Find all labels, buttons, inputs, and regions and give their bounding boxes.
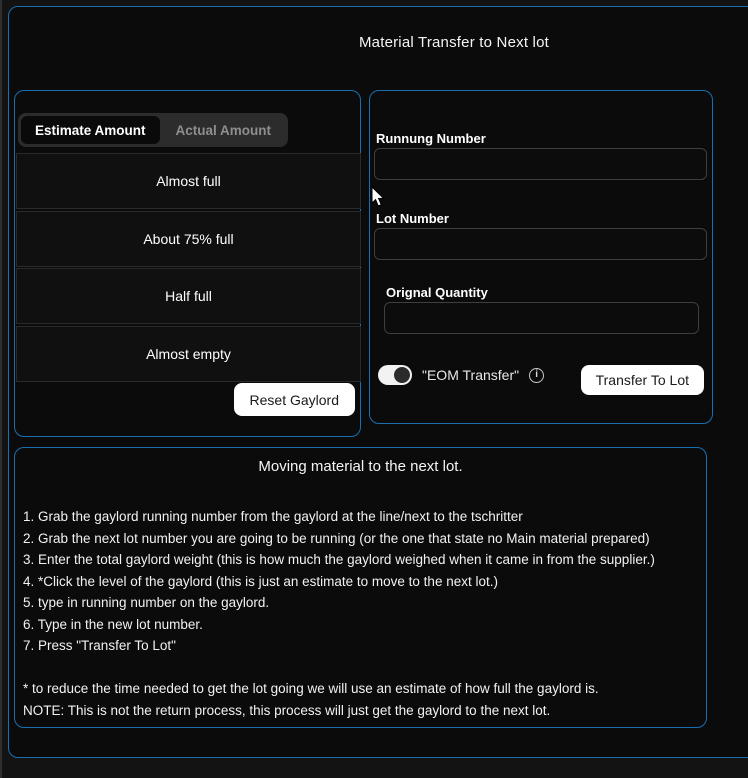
transfer-form-panel — [369, 90, 713, 424]
instructions-title: Moving material to the next lot. — [258, 458, 463, 475]
option-half-full[interactable]: Half full — [16, 268, 361, 324]
option-almost-empty[interactable]: Almost empty — [16, 326, 361, 382]
step-3: 3. Enter the total gaylord weight (this is how much the gaylord weighed when it came in from the supplier.) — [23, 552, 655, 567]
step-7: 7. Press "Transfer To Lot" — [23, 638, 176, 653]
toggle-thumb — [394, 367, 410, 383]
eom-transfer-label: "EOM Transfer" — [422, 367, 520, 383]
running-number-label: Runnung Number — [376, 131, 486, 146]
running-number-input[interactable] — [374, 148, 707, 180]
step-2: 2. Grab the next lot number you are going to be running (or the one that state no Main material prepared) — [23, 530, 650, 546]
reset-gaylord-button[interactable]: Reset Gaylord — [234, 383, 355, 416]
eom-transfer-toggle[interactable] — [378, 365, 412, 385]
instructions-panel — [14, 447, 707, 728]
left-edge-strip — [0, 0, 2, 778]
option-75-full[interactable]: About 75% full — [16, 211, 361, 267]
lot-number-input[interactable] — [374, 228, 707, 260]
page-title: Material Transfer to Next lot — [358, 34, 550, 51]
amount-tabstrip — [18, 113, 288, 147]
lot-number-label: Lot Number — [376, 211, 449, 226]
footnote-asterisk: * to reduce the time needed to get the lot going we will use an estimate of how full the gaylord is. — [23, 681, 599, 696]
level-options — [16, 153, 361, 383]
tab-estimate-amount[interactable]: Estimate Amount — [21, 116, 160, 144]
instructions-steps — [23, 506, 693, 721]
estimate-panel — [14, 90, 361, 437]
step-1: 1. Grab the gaylord running number from the gaylord at the line/next to the tschritter — [23, 509, 523, 524]
original-quantity-label: Orignal Quantity — [386, 285, 488, 300]
original-quantity-input[interactable] — [384, 302, 699, 334]
option-almost-full[interactable]: Almost full — [16, 153, 361, 209]
step-6: 6. Type in the new lot number. — [23, 616, 203, 632]
eom-transfer-row — [378, 363, 544, 387]
step-4: 4. *Click the level of the gaylord (this is just an estimate to move to the next lot.) — [23, 573, 498, 589]
tab-actual-amount[interactable]: Actual Amount — [175, 122, 272, 138]
transfer-to-lot-button[interactable]: Transfer To Lot — [581, 365, 704, 395]
info-icon[interactable]: i — [529, 368, 544, 383]
footnote-note: NOTE: This is not the return process, this process will just get the gaylord to the next lot. — [23, 702, 551, 718]
blank-line — [23, 657, 693, 679]
step-5: 5. type in running number on the gaylord. — [23, 595, 270, 610]
